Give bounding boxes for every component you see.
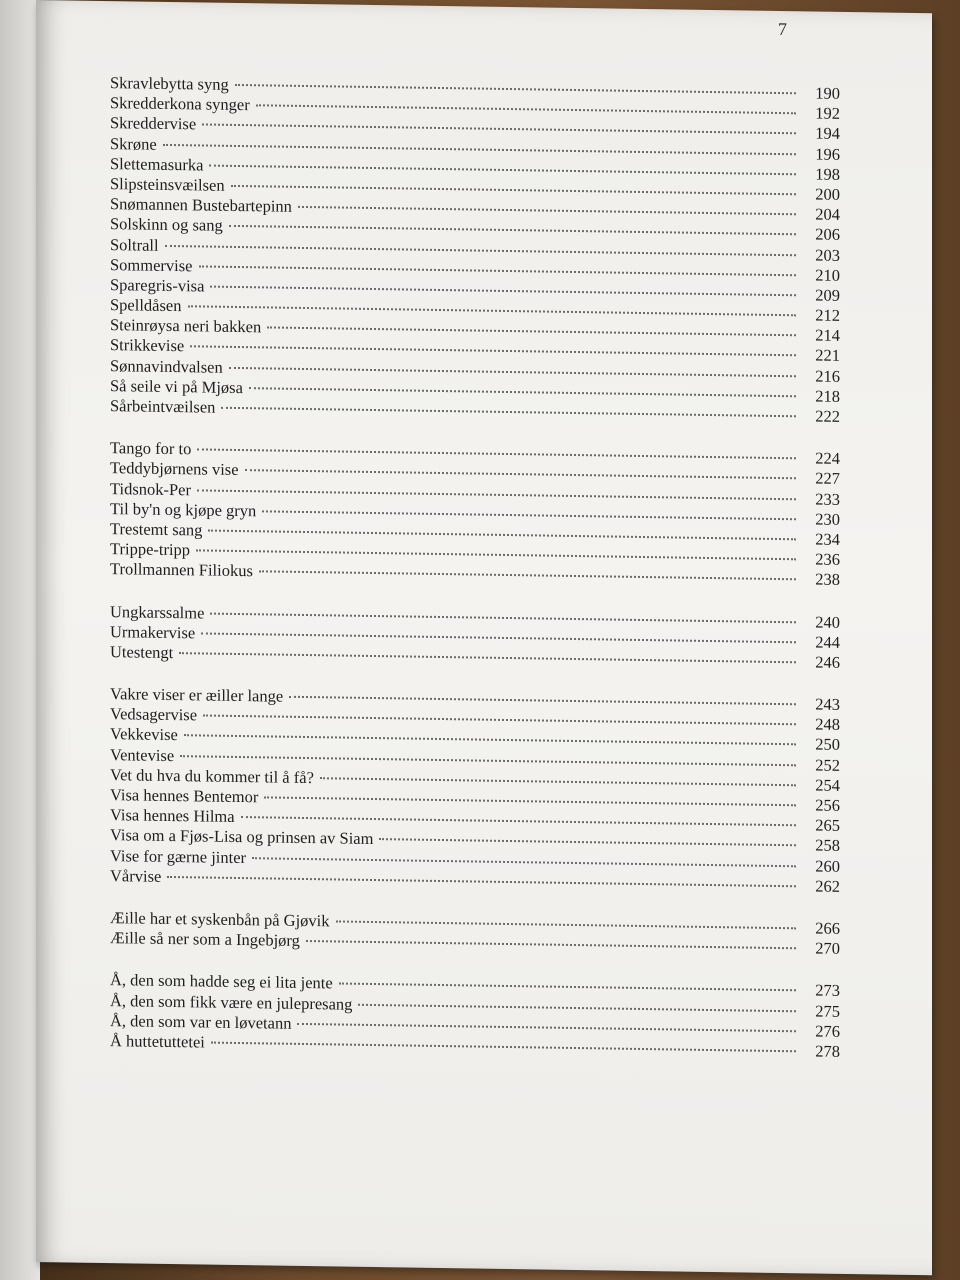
dot-leader [203, 715, 796, 726]
toc-entry-page-number: 248 [815, 714, 840, 735]
dot-leader [210, 285, 796, 296]
toc-entry-page-number: 230 [815, 509, 840, 529]
toc-entry-page-number: 214 [815, 325, 840, 346]
toc-entry-page-number: 216 [815, 366, 840, 386]
toc-entry-title: Visa hennes Hilma [110, 805, 235, 827]
dot-leader [241, 816, 796, 826]
dot-leader [190, 346, 796, 357]
toc-entry-page-number: 222 [815, 406, 840, 426]
toc-entry-title: Spelldåsen [110, 295, 182, 316]
dot-leader [306, 940, 796, 949]
toc-entry-page-number: 203 [815, 245, 840, 265]
dot-leader [245, 469, 796, 479]
toc-entry-page-number: 256 [815, 795, 840, 815]
toc-entry-title: Så seile vi på Mjøsa [110, 375, 243, 397]
toc-entry-page-number: 200 [815, 184, 840, 204]
toc-entry-page-number: 252 [815, 755, 840, 775]
toc-entry-title: Sårbeintvæilsen [110, 396, 216, 417]
toc-entry-page-number: 224 [815, 448, 840, 469]
toc-entry-page-number: 244 [815, 632, 840, 652]
toc-entry-title: Sommervise [110, 254, 193, 276]
toc-entry-title: Sparegris-visa [110, 274, 205, 296]
dot-leader [289, 696, 796, 706]
toc-entry-page-number: 250 [815, 734, 840, 755]
toc-group [110, 970, 840, 1062]
dot-leader [259, 571, 796, 581]
toc-entry-title: Skravlebytta syng [110, 73, 229, 94]
toc-entry-title: Trollmannen Filiokus [110, 559, 253, 581]
dot-leader [256, 104, 796, 114]
toc-entry-title: Æille så ner som a Ingebjørg [110, 928, 300, 951]
toc-entry-page-number: 276 [815, 1021, 840, 1041]
toc-entry-page-number: 236 [815, 549, 840, 570]
dot-leader [197, 449, 796, 460]
toc-entry-page-number: 190 [815, 83, 840, 103]
toc-entry-page-number: 270 [815, 938, 840, 959]
table-of-contents [110, 73, 840, 1084]
toc-entry-title: Strikkevise [110, 335, 185, 356]
toc-group [110, 684, 840, 897]
toc-entry-title: Trippe-tripp [110, 539, 191, 560]
toc-entry-title: Skredderkona synger [110, 93, 250, 115]
toc-entry-page-number: 204 [815, 204, 840, 225]
dot-leader [264, 796, 796, 806]
toc-entry-title: Ungkarssalme [110, 601, 205, 622]
dot-leader [165, 244, 796, 255]
dot-leader [336, 920, 797, 929]
toc-entry-title: Sønnavindvalsen [110, 355, 223, 377]
toc-entry-page-number: 240 [815, 612, 840, 632]
toc-entry-title: Å, den som var en løvetann [110, 1010, 292, 1033]
dot-leader [252, 857, 796, 867]
dot-leader [188, 305, 797, 316]
toc-entry-title: Æille har et syskenbån på Gjøvik [110, 908, 330, 931]
toc-entry-page-number: 209 [815, 285, 840, 305]
dot-leader [211, 1041, 796, 1052]
toc-entry-page-number: 265 [815, 815, 840, 836]
toc-entry-page-number: 218 [815, 386, 840, 406]
toc-entry-title: Visa hennes Bentemor [110, 785, 259, 807]
toc-entry-page-number: 212 [815, 305, 840, 325]
toc-entry-title: Ventevise [110, 744, 175, 765]
dot-leader [235, 84, 796, 94]
toc-entry-title: Vise for gærne jinter [110, 845, 247, 867]
toc-entry-title: Teddybjørnens vise [110, 458, 239, 480]
toc-entry-page-number: 266 [815, 918, 840, 938]
dot-leader [208, 529, 796, 540]
toc-entry-title: Vårvise [110, 865, 162, 886]
toc-entry-title: Visa om a Fjøs-Lisa og prinsen av Siam [110, 825, 374, 849]
dot-leader [184, 735, 796, 746]
toc-entry-title: Snømannen Bustebartepinn [110, 194, 292, 216]
toc-entry-title: Steinrøysa neri bakken [110, 315, 262, 337]
toc-group [110, 438, 840, 590]
toc-entry-page-number: 234 [815, 529, 840, 549]
toc-entry-page-number: 227 [815, 468, 840, 489]
toc-entry-page-number: 206 [815, 224, 840, 245]
toc-group [110, 908, 840, 959]
toc-entry-page-number: 258 [815, 835, 840, 856]
dot-leader [358, 1003, 796, 1011]
dot-leader [262, 510, 796, 520]
page-number: 7 [778, 19, 787, 40]
dot-leader [297, 1023, 796, 1032]
dot-leader [339, 983, 796, 992]
toc-entry-title: Slettemasurka [110, 153, 204, 175]
toc-entry-page-number: 275 [815, 1001, 840, 1021]
toc-group [110, 602, 840, 673]
dot-leader [202, 124, 796, 135]
toc-entry-title: Å huttetuttetei [110, 1030, 205, 1052]
toc-entry-title: Slipsteinsvæilsen [110, 174, 225, 195]
toc-entry-title: Vedsagervise [110, 704, 198, 725]
toc-entry-title: Å, den som hadde seg ei lita jente [110, 970, 333, 993]
dot-leader [231, 185, 796, 195]
dot-leader [379, 838, 796, 846]
toc-entry-page-number: 278 [815, 1041, 840, 1061]
dot-leader [249, 387, 796, 397]
toc-entry-page-number: 260 [815, 856, 840, 876]
toc-entry-title: Vet du hva du kommer til å få? [110, 764, 314, 787]
toc-entry-page-number: 243 [815, 694, 840, 714]
facing-page-edge [0, 0, 40, 1280]
toc-entry-page-number: 254 [815, 775, 840, 795]
toc-entry-page-number: 233 [815, 489, 840, 509]
dot-leader [320, 777, 796, 786]
dot-leader [167, 876, 796, 887]
toc-entry-page-number: 238 [815, 569, 840, 590]
toc-entry-page-number: 210 [815, 265, 840, 285]
dot-leader [210, 612, 796, 623]
dot-leader [196, 549, 796, 560]
dot-leader [180, 755, 796, 766]
dot-leader [298, 206, 796, 215]
dot-leader [229, 366, 796, 376]
dot-leader [163, 143, 796, 154]
dot-leader [201, 632, 796, 643]
toc-entry-title: Trestemt sang [110, 519, 203, 540]
dot-leader [229, 225, 796, 235]
toc-entry-title: Soltrall [110, 234, 159, 255]
toc-entry-page-number: 221 [815, 345, 840, 366]
dot-leader [197, 489, 796, 500]
toc-entry-title: Utestengt [110, 641, 174, 662]
toc-entry-page-number: 196 [815, 144, 840, 164]
toc-entry-title: Skrøne [110, 133, 157, 154]
dot-leader [209, 164, 796, 175]
toc-entry-title: Urmakervise [110, 621, 196, 643]
toc-entry-title: Skreddervise [110, 113, 197, 134]
dot-leader [179, 652, 796, 663]
dot-leader [221, 407, 796, 418]
toc-group [110, 73, 840, 427]
toc-entry-title: Vekkevise [110, 724, 178, 745]
toc-entry-title: Vakre viser er æiller lange [110, 684, 284, 706]
book-page [36, 0, 932, 1275]
toc-entry-page-number: 198 [815, 164, 840, 184]
toc-entry-page-number: 273 [815, 980, 840, 1001]
toc-entry-title: Til by'n og kjøpe gryn [110, 498, 257, 521]
toc-entry-page-number: 192 [815, 103, 840, 124]
toc-entry-title: Tango for to [110, 438, 192, 459]
dot-leader [267, 327, 796, 337]
toc-entry-title: Solskinn og sang [110, 214, 223, 236]
toc-entry-page-number: 262 [815, 876, 840, 896]
dot-leader [199, 265, 797, 276]
toc-entry-page-number: 194 [815, 123, 840, 144]
toc-entry-title: Å, den som fikk være en julepresang [110, 990, 353, 1014]
toc-entry-page-number: 246 [815, 652, 840, 672]
toc-entry-title: Tidsnok-Per [110, 478, 191, 499]
